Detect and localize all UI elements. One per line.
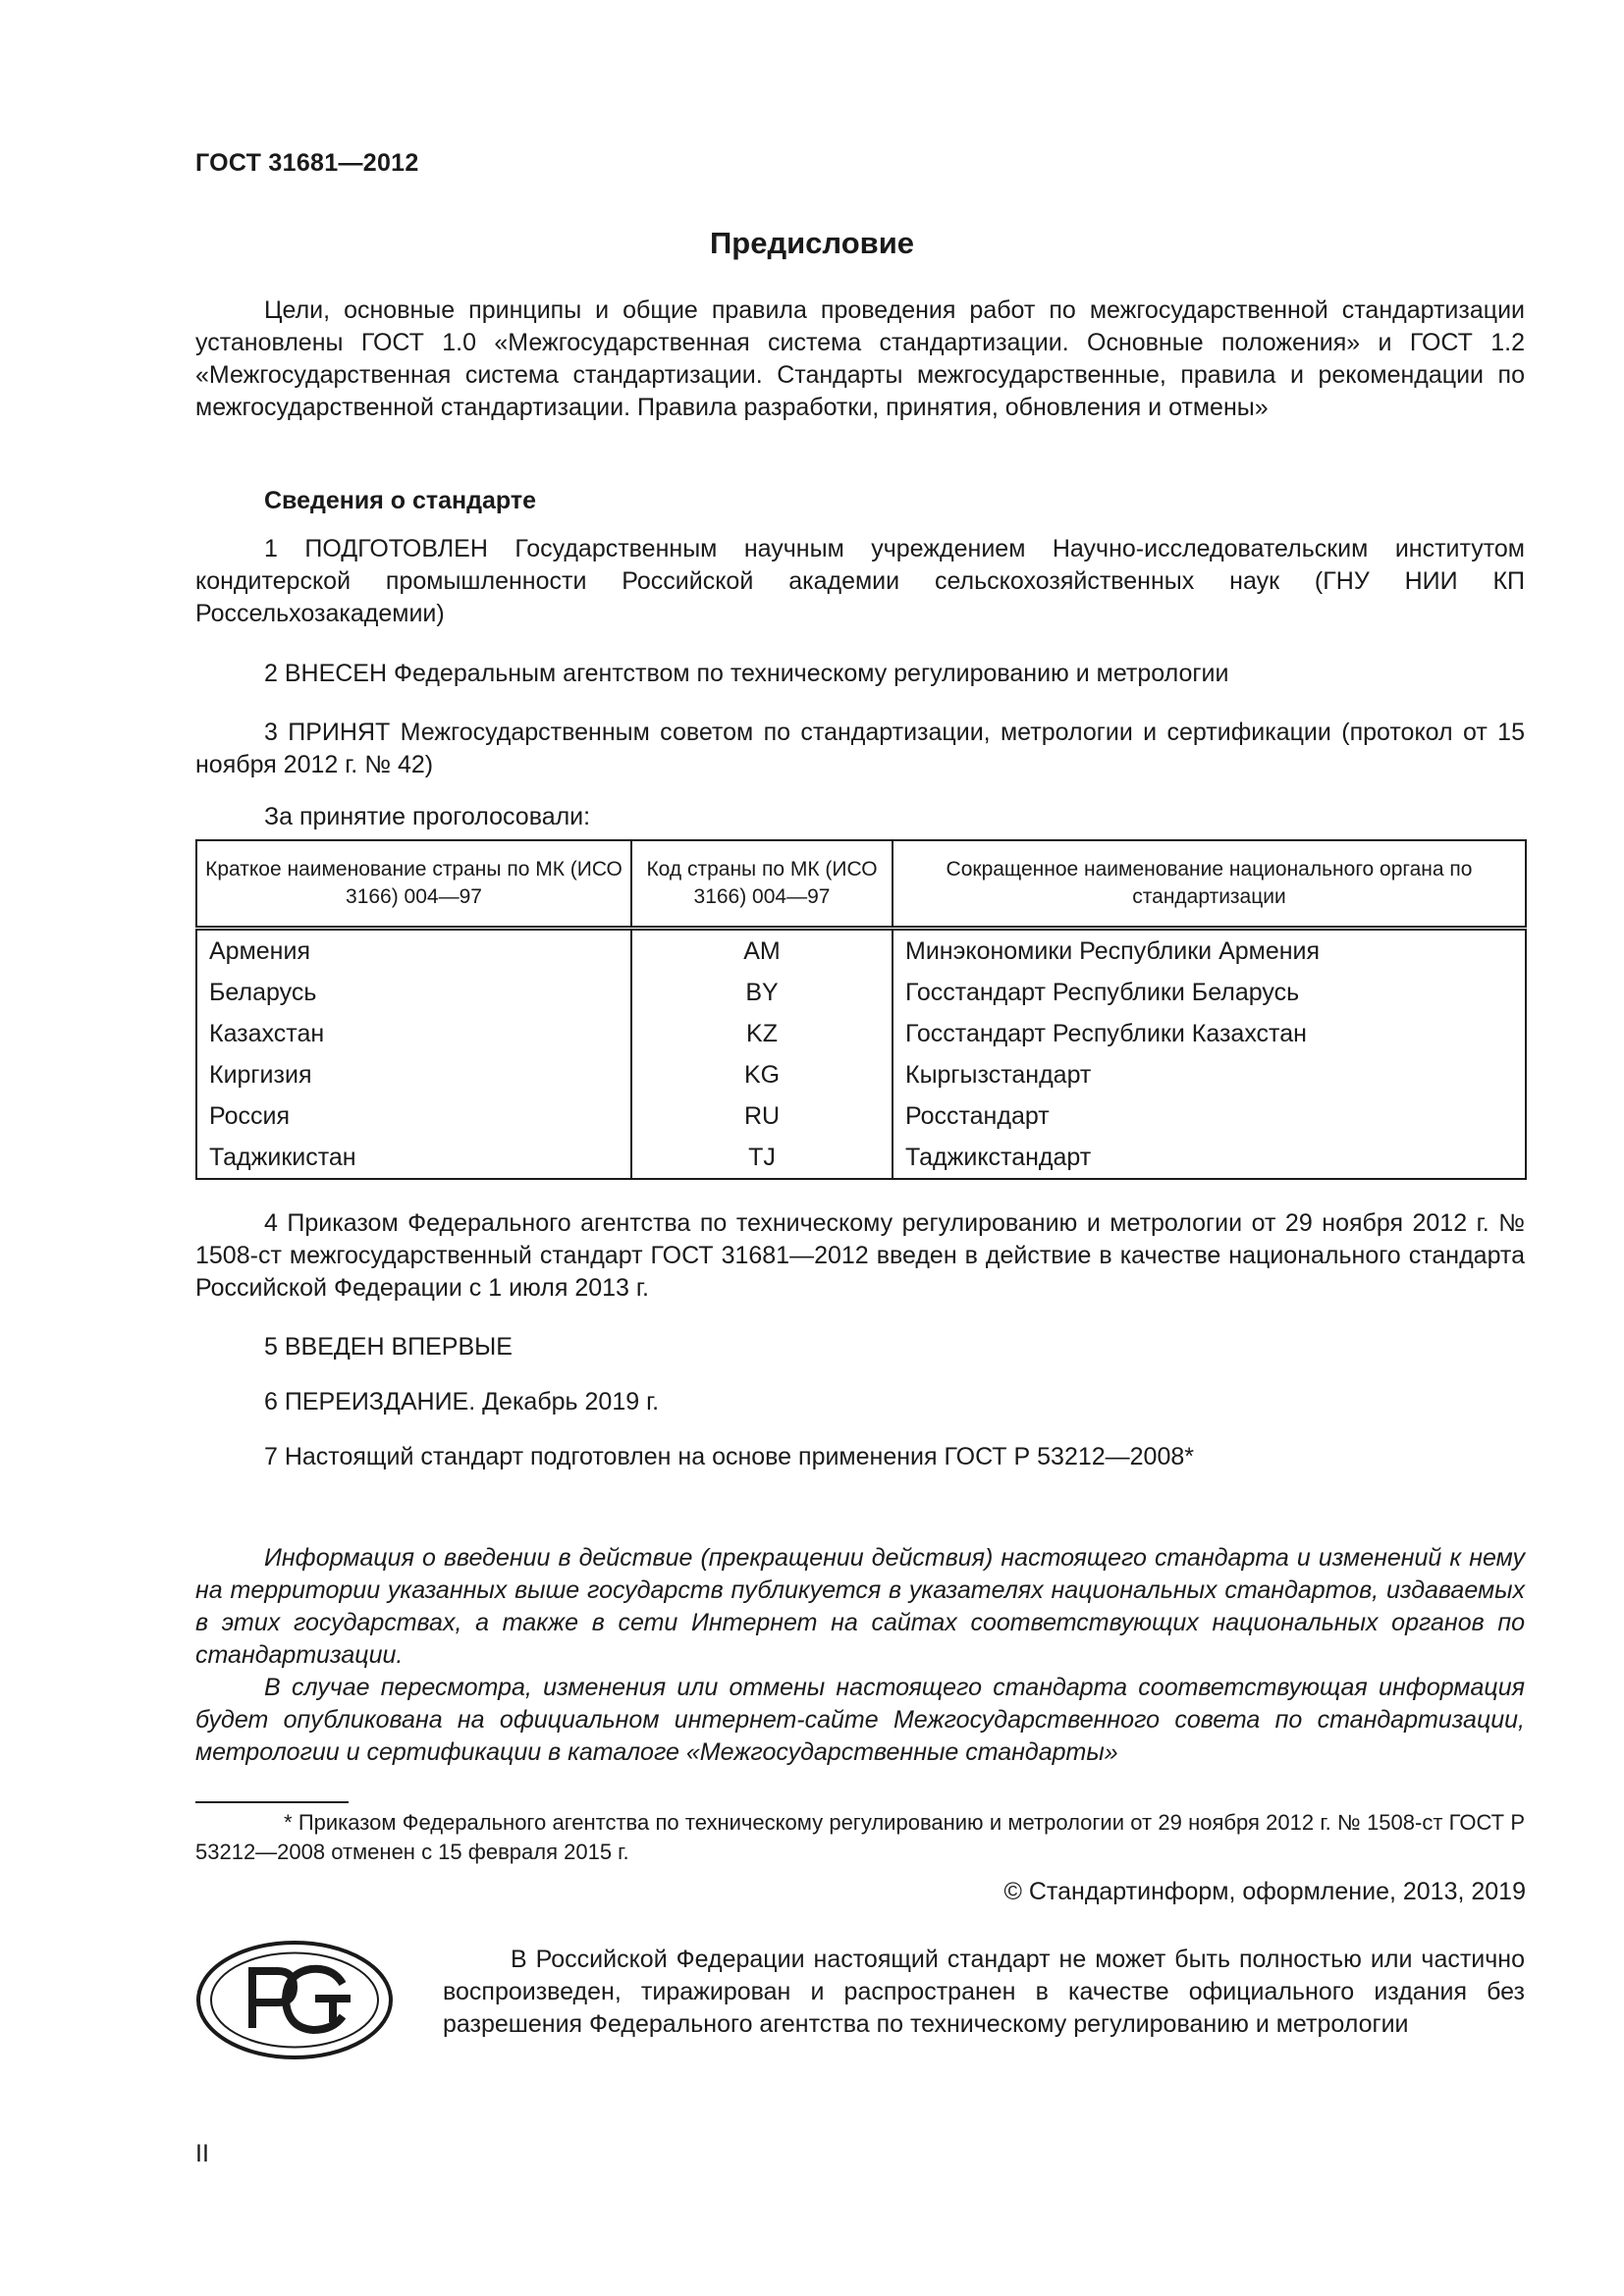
cell-body: Таджикстандарт [893, 1137, 1526, 1179]
header-country: Краткое наименование страны по МК (ИСО 3166) 004—97 [205, 858, 623, 908]
page-title: Предисловие [709, 226, 914, 260]
cell-code: BY [631, 972, 893, 1013]
cell-code: KZ [631, 1013, 893, 1054]
page-number: II [195, 2140, 209, 2167]
cell-code: RU [631, 1095, 893, 1137]
cell-country: Армения [209, 936, 310, 965]
document-id: ГОСТ 31681—2012 [195, 149, 419, 177]
pst-logo-icon [195, 1940, 394, 2060]
intro-paragraph: Цели, основные принципы и общие правила проведения работ по межгосударственной стандартизации установлены ГОСТ 1.0 «Межгосударственная система стандартизации. Основные положения» и ГОСТ 1.2 «Межгосударственная система стандартизации. Стандарты межгосударственные, правила и рекомендации по межгосударственной стандартизации. Правила разработки, принятия, обновления и отмены» [195, 296, 1525, 421]
cell-body: Минэкономики Республики Армения [893, 929, 1526, 973]
section-title: Сведения о стандарте [264, 487, 537, 514]
item-submitted: 2 ВНЕСЕН Федеральным агентством по техническому регулированию и метрологии [264, 660, 1229, 687]
cell-body: Кыргызстандарт [893, 1054, 1526, 1095]
cell-code: AM [631, 929, 893, 973]
item-basis: 7 Настоящий стандарт подготовлен на основе применения ГОСТ Р 53212—2008* [264, 1443, 1194, 1470]
cell-country: Россия [209, 1101, 290, 1130]
table-header-row [196, 840, 1526, 929]
footnote-divider [195, 1801, 349, 1803]
rights-notice: В Российской Федерации настоящий стандарт не может быть полностью или частично воспроизведен, тиражирован и распространен в качестве официального издания без разрешения Федерального агентства по техническому регулированию и метрологии [443, 1946, 1525, 2038]
table-row [196, 1095, 1526, 1137]
info-notice [195, 1542, 1525, 1769]
item-adopted: 3 ПРИНЯТ Межгосударственным советом по стандартизации, метрологии и сертификации (протокол от 15 ноября 2012 г. № 42) [195, 719, 1525, 778]
info-paragraph: Информация о введении в действие (прекращении действия) настоящего стандарта и изменений к нему на территории указанных выше государств публикуется в указателях национальных стандартов, издаваемых в этих государствах, а также в сети Интернет на сайтах соответствующих национальных органов по стандартизации. [195, 1544, 1525, 1669]
cell-code: KG [631, 1054, 893, 1095]
cell-country: Киргизия [209, 1060, 312, 1089]
voting-table [195, 839, 1527, 1180]
table-row [196, 1137, 1526, 1179]
cell-body: Госстандарт Республики Беларусь [893, 972, 1526, 1013]
table-row [196, 1013, 1526, 1054]
vote-label: За принятие проголосовали: [264, 803, 591, 830]
cell-body: Госстандарт Республики Казахстан [893, 1013, 1526, 1054]
item-enacted: 4 Приказом Федерального агентства по техническому регулированию и метрологии от 29 ноября 2012 г. № 1508-ст межгосударственный стандарт ГОСТ 31681—2012 введен в действие в качестве национального стандарта Российской Федерации с 1 июля 2013 г. [195, 1209, 1525, 1302]
header-body: Сокращенное наименование национального органа по стандартизации [893, 840, 1526, 929]
item-prepared: 1 ПОДГОТОВЛЕН Государственным научным учреждением Научно-исследовательским институтом кондитерской промышленности Российской академии сельскохозяйственных наук (ГНУ НИИ КП Россельхозакадемии) [195, 535, 1525, 627]
footnote: * Приказом Федерального агентства по техническому регулированию и метрологии от 29 ноября 2012 г. № 1508-ст ГОСТ Р 53212—2008 отменен с 15 февраля 2015 г. [195, 1810, 1525, 1864]
table-row [196, 1054, 1526, 1095]
copyright: © Стандартинформ, оформление, 2013, 2019 [1003, 1878, 1526, 1905]
cell-country: Казахстан [209, 1019, 325, 1047]
item-first-introduced: 5 ВВЕДЕН ВПЕРВЫЕ [264, 1333, 513, 1361]
table-row [196, 929, 1526, 973]
table-row [196, 972, 1526, 1013]
item-reissue: 6 ПЕРЕИЗДАНИЕ. Декабрь 2019 г. [264, 1388, 660, 1415]
cell-code: TJ [631, 1137, 893, 1179]
cell-country: Таджикистан [209, 1143, 356, 1171]
info-paragraph: В случае пересмотра, изменения или отмены настоящего стандарта соответствующая информация будет опубликована на официальном интернет-сайте Межгосударственного совета по стандартизации, метрологии и сертификации в каталоге «Межгосударственные стандарты» [195, 1674, 1525, 1766]
header-code: Код страны по МК (ИСО 3166) 004—97 [631, 840, 893, 929]
cell-country: Беларусь [209, 978, 317, 1006]
cell-body: Росстандарт [893, 1095, 1526, 1137]
